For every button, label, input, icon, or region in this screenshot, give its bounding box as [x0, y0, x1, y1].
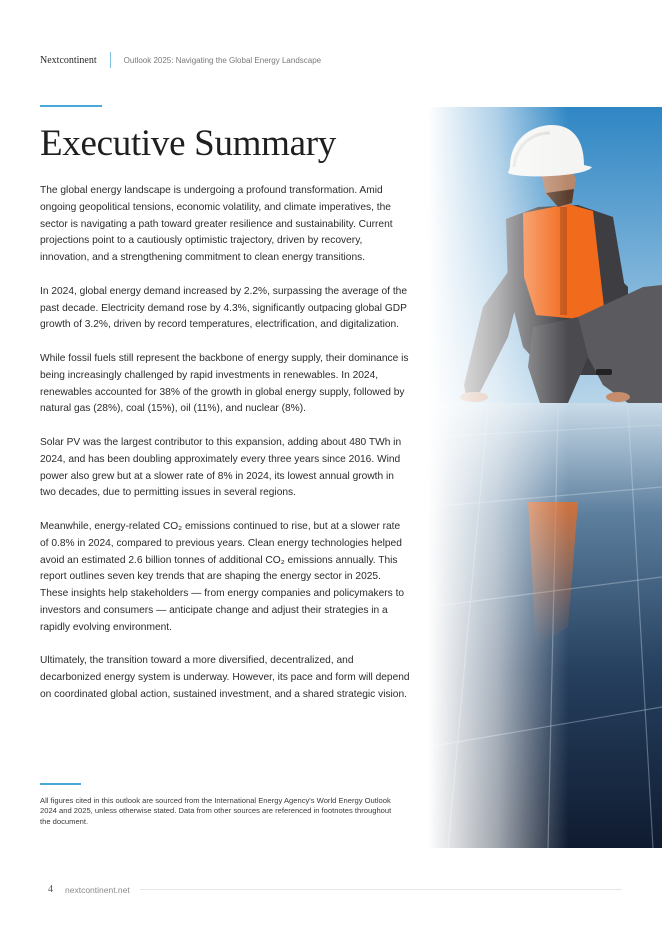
document-title: Outlook 2025: Navigating the Global Energy Landscape: [123, 55, 322, 65]
paragraph: Solar PV was the largest contributor to this expansion, adding about 480 TWh in 2024, and has been doubling approximately every three years since 2016. Wind power also grew but at a slower rate of 8% in 2024, its lowest annual growth in two decades, due to permitting issues in several regions.: [40, 436, 402, 499]
website-link[interactable]: nextcontinent.net: [65, 884, 130, 895]
paragraph: The global energy landscape is undergoing a profound transformation. Amid ongoing geopolitical tensions, economic volatility, and climate imperatives, the sector is navigating a path toward greater resilience and sustainability. Current projections point to a cautiously optimistic trajectory, driven by recovery, innovation, and a strengthening commitment to clean energy transitions.: [40, 185, 393, 264]
paragraph: In 2024, global energy demand increased by 2.2%, surpassing the average of the past decade. Electricity demand rose by 4.3%, significantly outpacing global GDP growth of 3.2%, driven by record temperatures, electrification, and digitalization.: [40, 285, 407, 331]
page-title: Executive Summary: [40, 123, 336, 164]
title-accent-line: [40, 105, 102, 107]
footnote: All figures cited in this outlook are sourced from the International Energy Agency's World Energy Outlook 2024 and 2025, unless otherwise stated. Data from other sources are referenced in footnotes throughout the document.: [40, 796, 392, 826]
page-number: 4: [48, 884, 53, 895]
paragraph: Meanwhile, energy-related CO₂ emissions continued to rise, but at a slower rate of 0.8% in 2024, compared to previous years. Clean energy technologies helped avoid an estimated 2.6 billion tonnes of additional CO₂ emissions annually. This report outlines seven key trends that are shaping the energy sector in 2025. These insights help stakeholders — from energy companies and policymakers to investors and consumers — anticipate change and adjust their strategies in a rapidly evolving environment.: [40, 520, 405, 633]
page-header: [40, 52, 321, 68]
worker-on-solar-panels-photo: [428, 107, 662, 848]
paragraph: While fossil fuels still represent the backbone of energy supply, their dominance is being increasingly challenged by rapid investments in renewables. In 2024, renewables accounted for 38% of the growth in global energy supply, followed by natural gas (28%), coal (15%), oil (11%), and nuclear (8%).: [40, 352, 409, 415]
paragraph: Ultimately, the transition toward a more diversified, decentralized, and decarbonized energy system is underway. However, its pace and form will depend on coordinated global action, sustained investment, and a shared strategic vision.: [40, 655, 410, 700]
footnote-accent-line: [40, 783, 81, 785]
body-text: [40, 183, 410, 721]
page-footer: [48, 884, 622, 895]
header-divider: [110, 52, 111, 68]
brand-name: Nextcontinent: [40, 54, 97, 66]
footer-divider: [140, 889, 622, 890]
